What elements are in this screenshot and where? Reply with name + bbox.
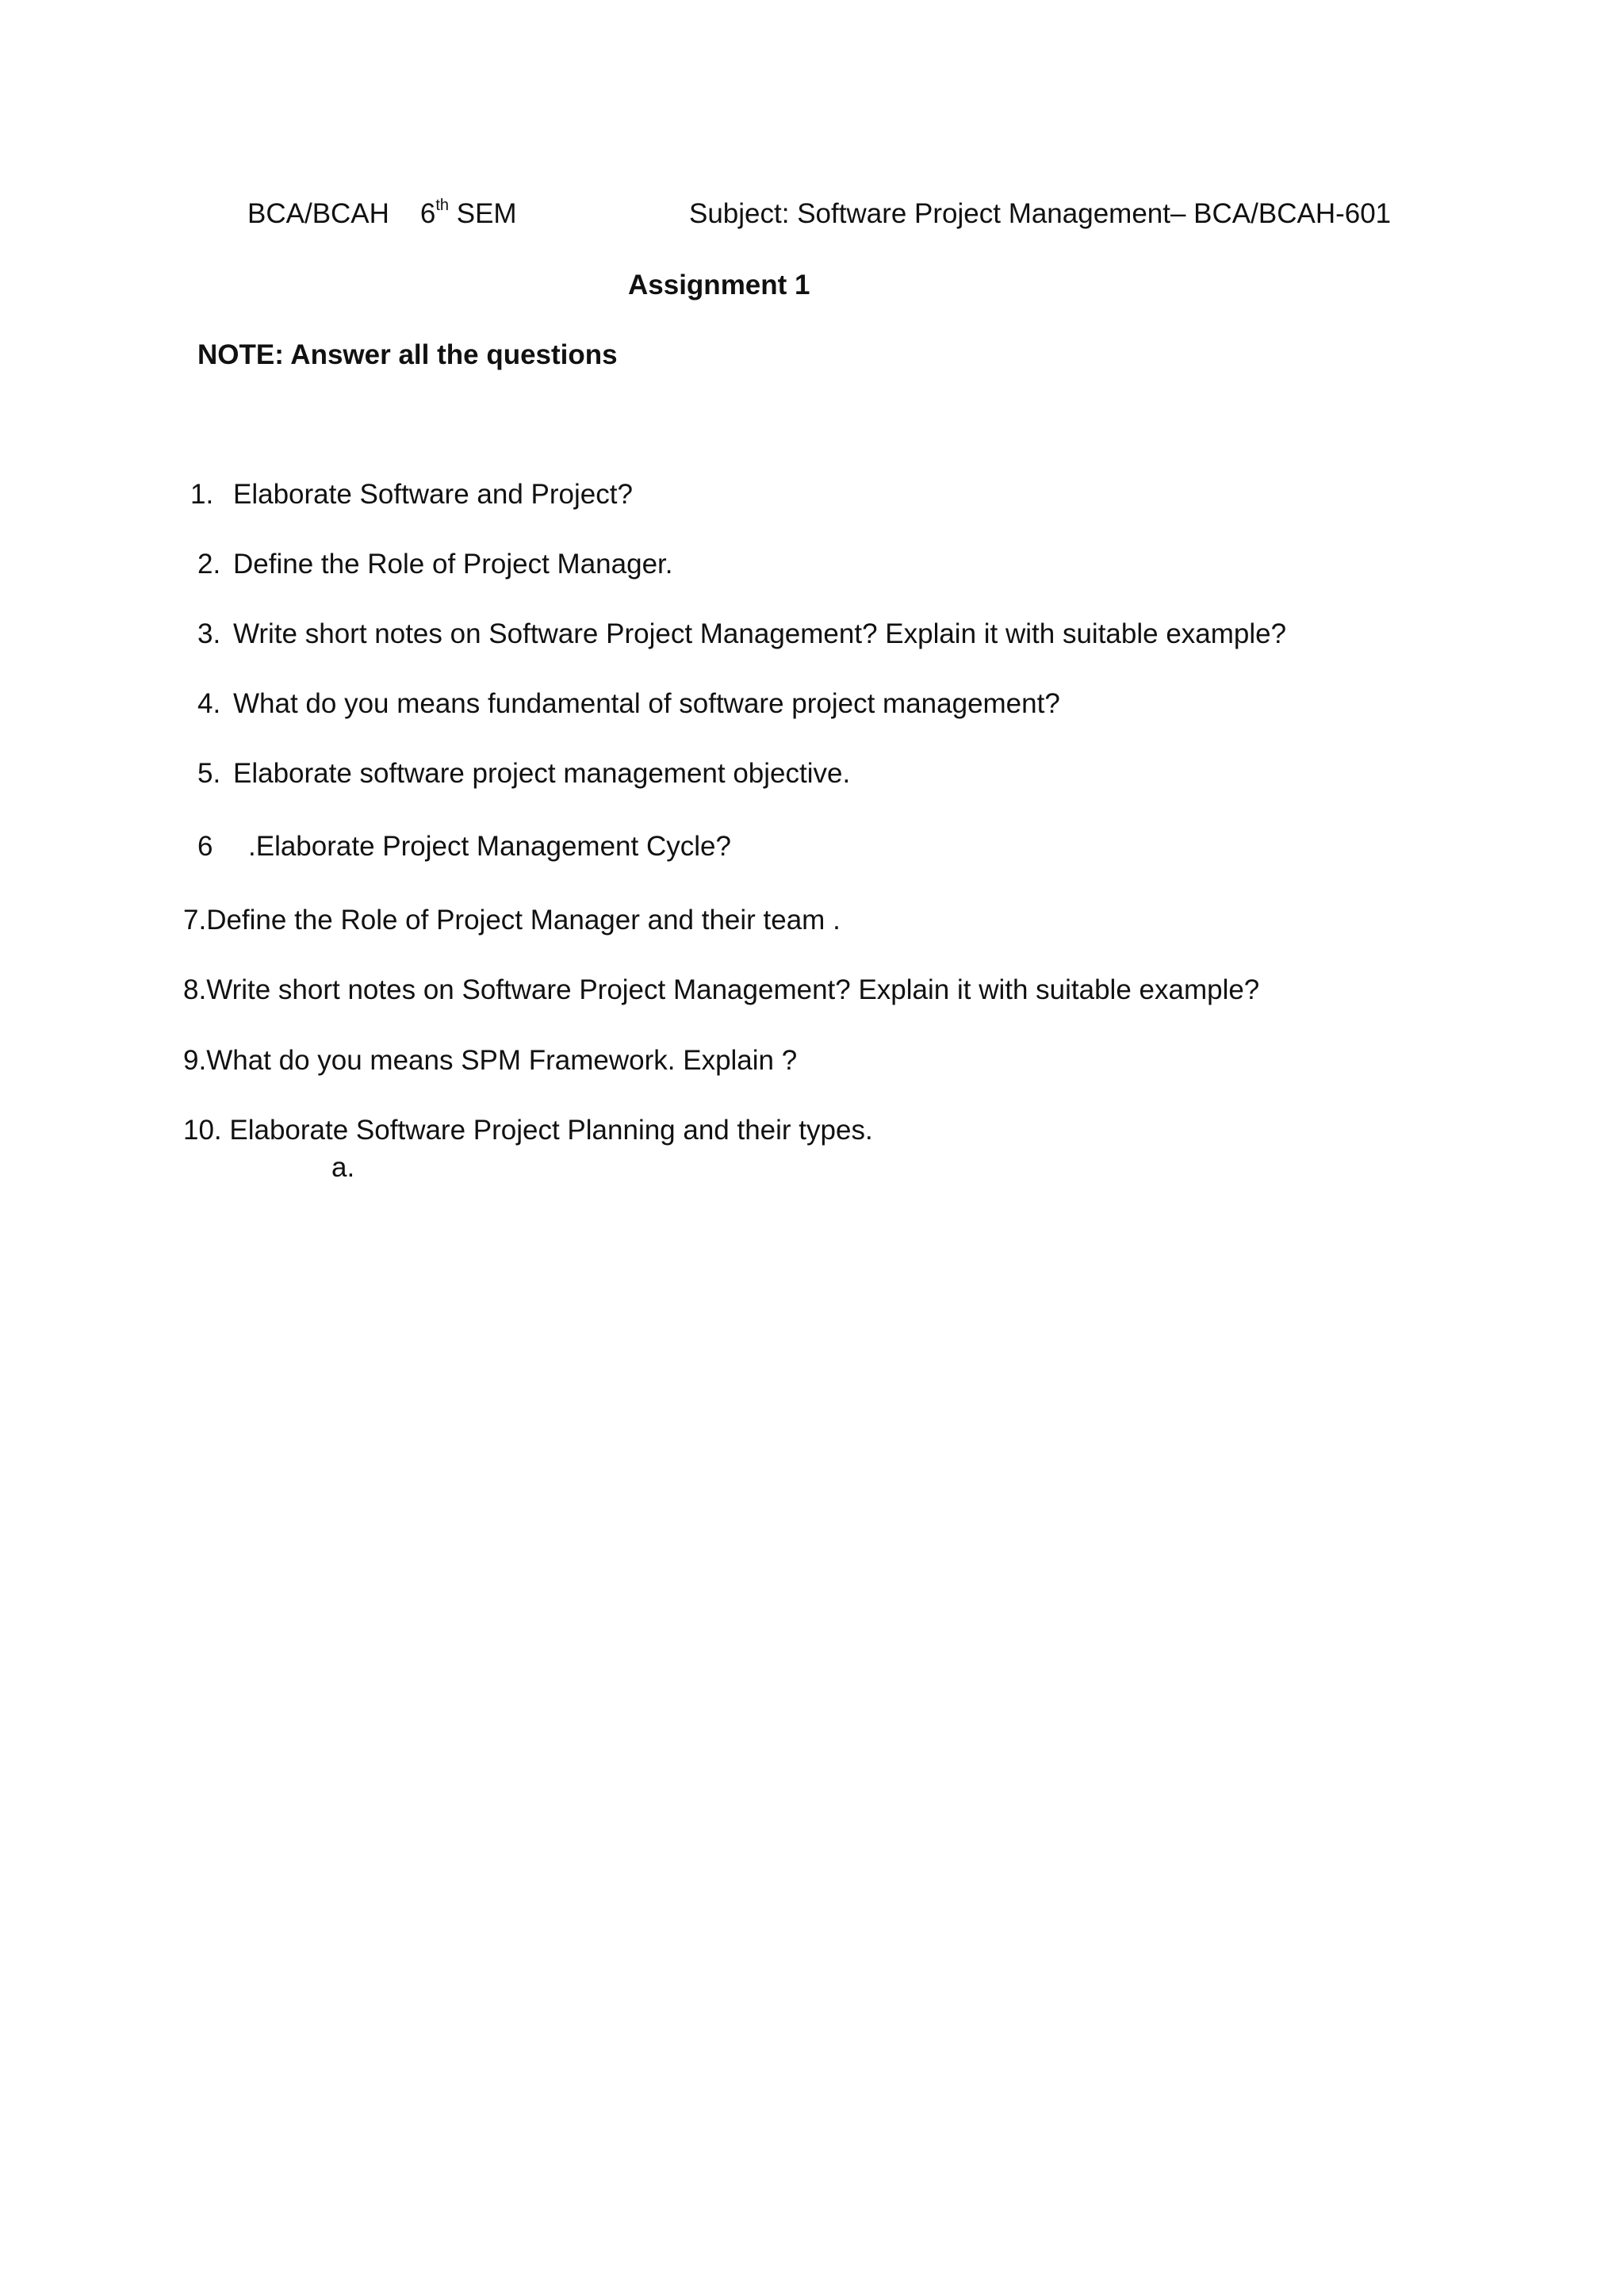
instructions-note: NOTE: Answer all the questions: [197, 339, 618, 370]
sub-item-marker: a.: [331, 1152, 355, 1183]
question-item: [190, 477, 633, 512]
question-item: 7.Define the Role of Project Manager and their team .: [183, 905, 841, 936]
question-item: [197, 617, 1286, 652]
course-label: BCA/BCAH: [247, 198, 389, 229]
question-text: Elaborate Software and Project?: [233, 479, 633, 510]
question-text: What do you means fundamental of software project management?: [233, 688, 1060, 719]
question-number: 2.: [197, 549, 221, 580]
subject-header: Subject: Software Project Management– BCA/BCAH-601: [689, 198, 1392, 229]
question-number: 5.: [197, 758, 221, 789]
question-item: [197, 829, 731, 864]
question-number: 6: [197, 831, 213, 862]
question-text: Elaborate software project management objective.: [233, 758, 851, 789]
semester-label: SEM: [456, 198, 517, 229]
question-item: 10. Elaborate Software Project Planning and their types.: [183, 1115, 873, 1146]
question-number: 3.: [197, 618, 221, 649]
question-text: Define the Role of Project Manager.: [233, 549, 673, 580]
question-item: 8.Write short notes on Software Project Management? Explain it with suitable example?: [183, 974, 1260, 1005]
question-item: [197, 547, 672, 582]
semester-suffix: th: [435, 197, 449, 214]
semester-number: 6: [419, 198, 436, 229]
question-number: 4.: [197, 688, 221, 719]
question-text: .Elaborate Project Management Cycle?: [248, 831, 731, 862]
question-item: [197, 687, 1060, 721]
question-item: [197, 756, 850, 791]
assignment-title: Assignment 1: [628, 270, 810, 300]
course-header: [247, 197, 517, 232]
question-text: Write short notes on Software Project Management? Explain it with suitable example?: [233, 618, 1287, 649]
question-item: 9.What do you means SPM Framework. Explain ?: [183, 1045, 798, 1076]
question-number: 1.: [190, 479, 214, 510]
